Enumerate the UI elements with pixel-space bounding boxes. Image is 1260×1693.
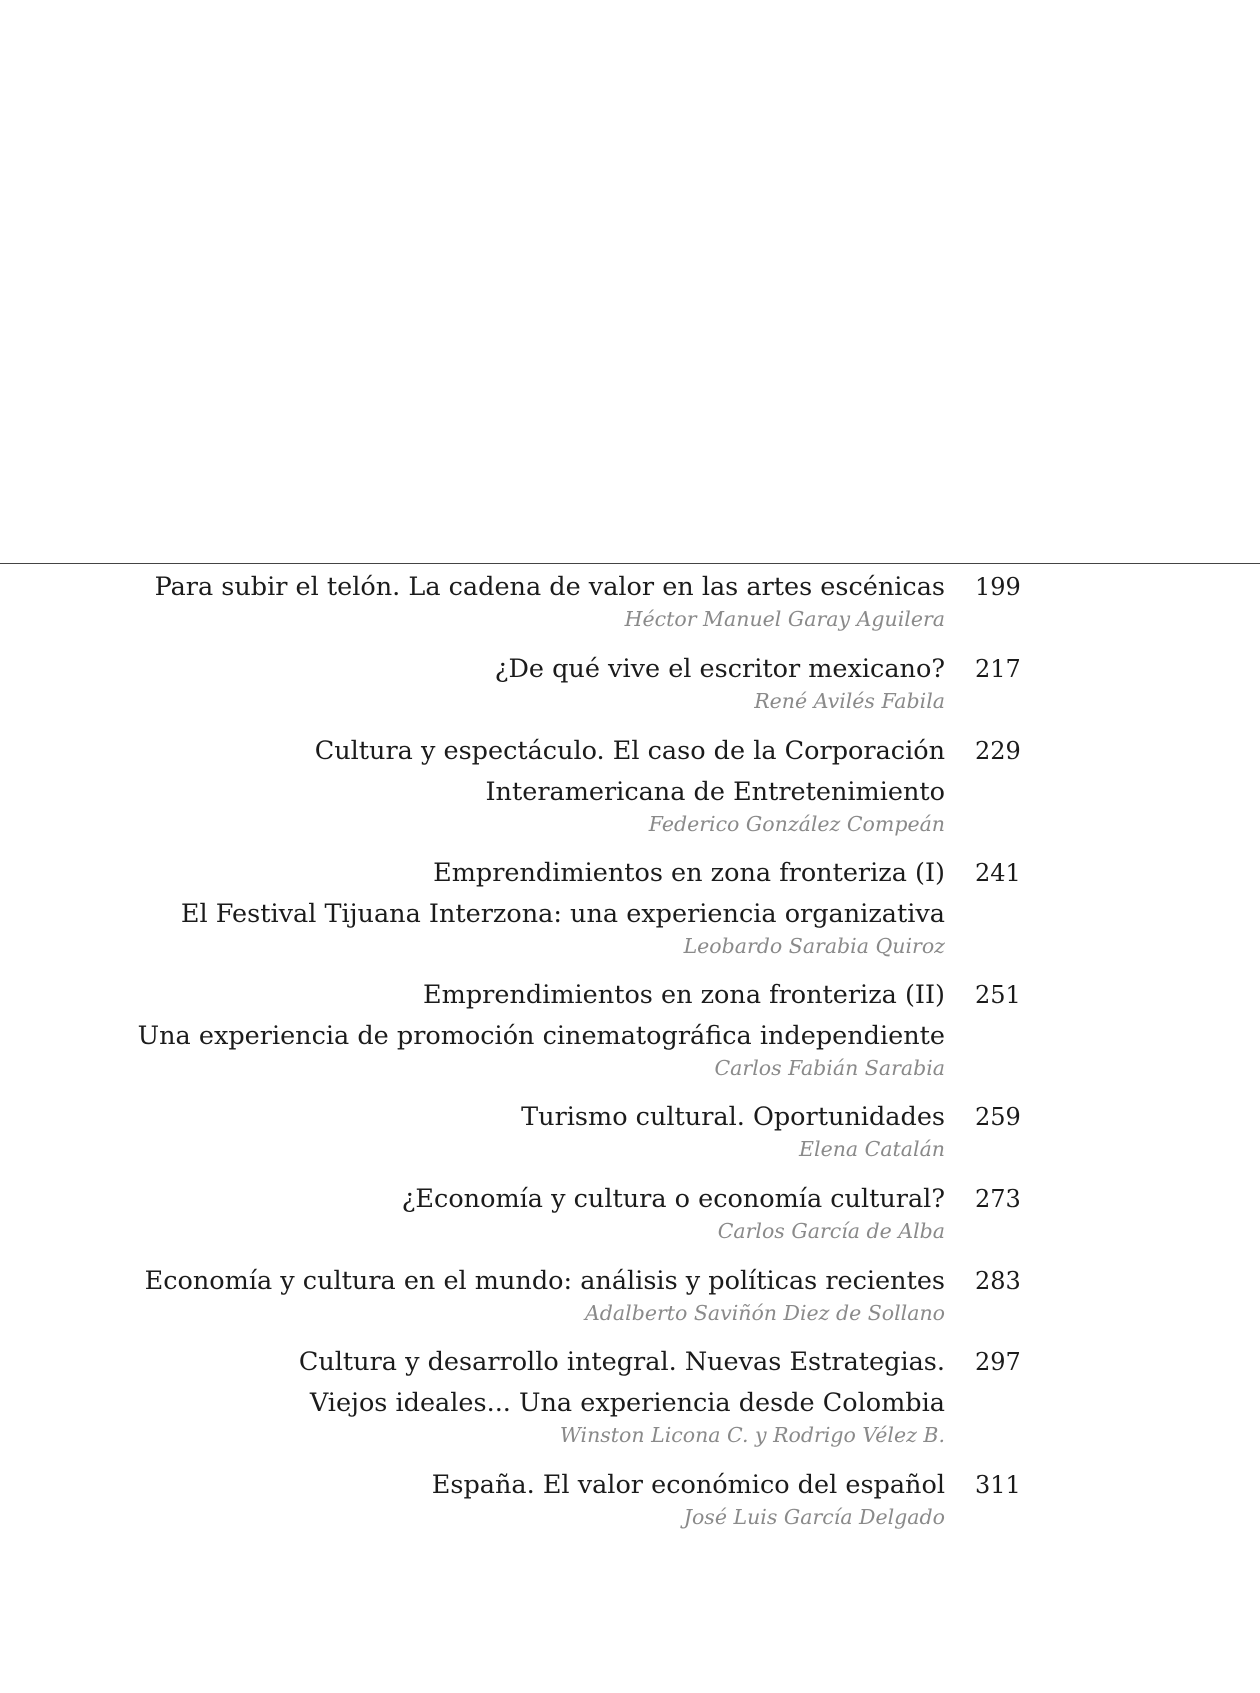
toc-entry-title: Cultura y espectáculo. El caso de la Corporación — [314, 736, 945, 766]
toc-entry-author: Federico González Compeán — [648, 812, 945, 836]
toc-entry-page-number: 199 — [975, 573, 1021, 601]
toc-entry-author: Winston Licona C. y Rodrigo Vélez B. — [559, 1423, 945, 1447]
toc-entry-title-continuation: Interamericana de Entretenimiento — [485, 777, 945, 807]
toc-entry-author: Leobardo Sarabia Quiroz — [683, 934, 945, 958]
toc-entry-title-continuation: Una experiencia de promoción cinematográfica independiente — [137, 1021, 945, 1051]
toc-entry-title: ¿De qué vive el escritor mexicano? — [494, 654, 945, 684]
toc-entry-author: Elena Catalán — [799, 1137, 945, 1161]
toc-entry-page-number: 217 — [975, 655, 1021, 683]
toc-entry-title: España. El valor económico del español — [431, 1470, 945, 1500]
toc-entry-page-number: 273 — [975, 1185, 1021, 1213]
toc-entry-author: Carlos Fabián Sarabia — [714, 1056, 945, 1080]
toc-entry-page-number: 297 — [975, 1348, 1021, 1376]
toc-entry-author: René Avilés Fabila — [754, 689, 945, 713]
toc-entry-page-number: 229 — [975, 737, 1021, 765]
toc-entry-author: Carlos García de Alba — [717, 1219, 945, 1243]
toc-entry-page-number: 259 — [975, 1103, 1021, 1131]
toc-entry-author: Héctor Manuel Garay Aguilera — [624, 607, 945, 631]
toc-entry-title: Cultura y desarrollo integral. Nuevas Estrategias. — [298, 1347, 945, 1377]
toc-entry-title: Economía y cultura en el mundo: análisis y políticas recientes — [144, 1266, 945, 1296]
toc-entry-title-continuation: Viejos ideales... Una experiencia desde Colombia — [309, 1388, 945, 1418]
toc-entry-title: Turismo cultural. Oportunidades — [521, 1102, 945, 1132]
toc-entry-page-number: 251 — [975, 981, 1021, 1009]
toc-entry-page-number: 283 — [975, 1267, 1021, 1295]
header-rule — [0, 563, 1260, 564]
toc-entry-page-number: 311 — [975, 1471, 1021, 1499]
toc-entry-title: Para subir el telón. La cadena de valor en las artes escénicas — [154, 572, 945, 602]
toc-entry-author: José Luis García Delgado — [683, 1505, 945, 1529]
toc-entry-page-number: 241 — [975, 859, 1021, 887]
toc-entry-title: Emprendimientos en zona fronteriza (II) — [423, 980, 945, 1010]
toc-entry-title: Emprendimientos en zona fronteriza (I) — [433, 858, 945, 888]
toc-entry-author: Adalberto Saviñón Diez de Sollano — [584, 1301, 945, 1325]
toc-entry-title: ¿Economía y cultura o economía cultural? — [401, 1184, 945, 1214]
toc-entry-title-continuation: El Festival Tijuana Interzona: una experiencia organizativa — [180, 899, 945, 929]
